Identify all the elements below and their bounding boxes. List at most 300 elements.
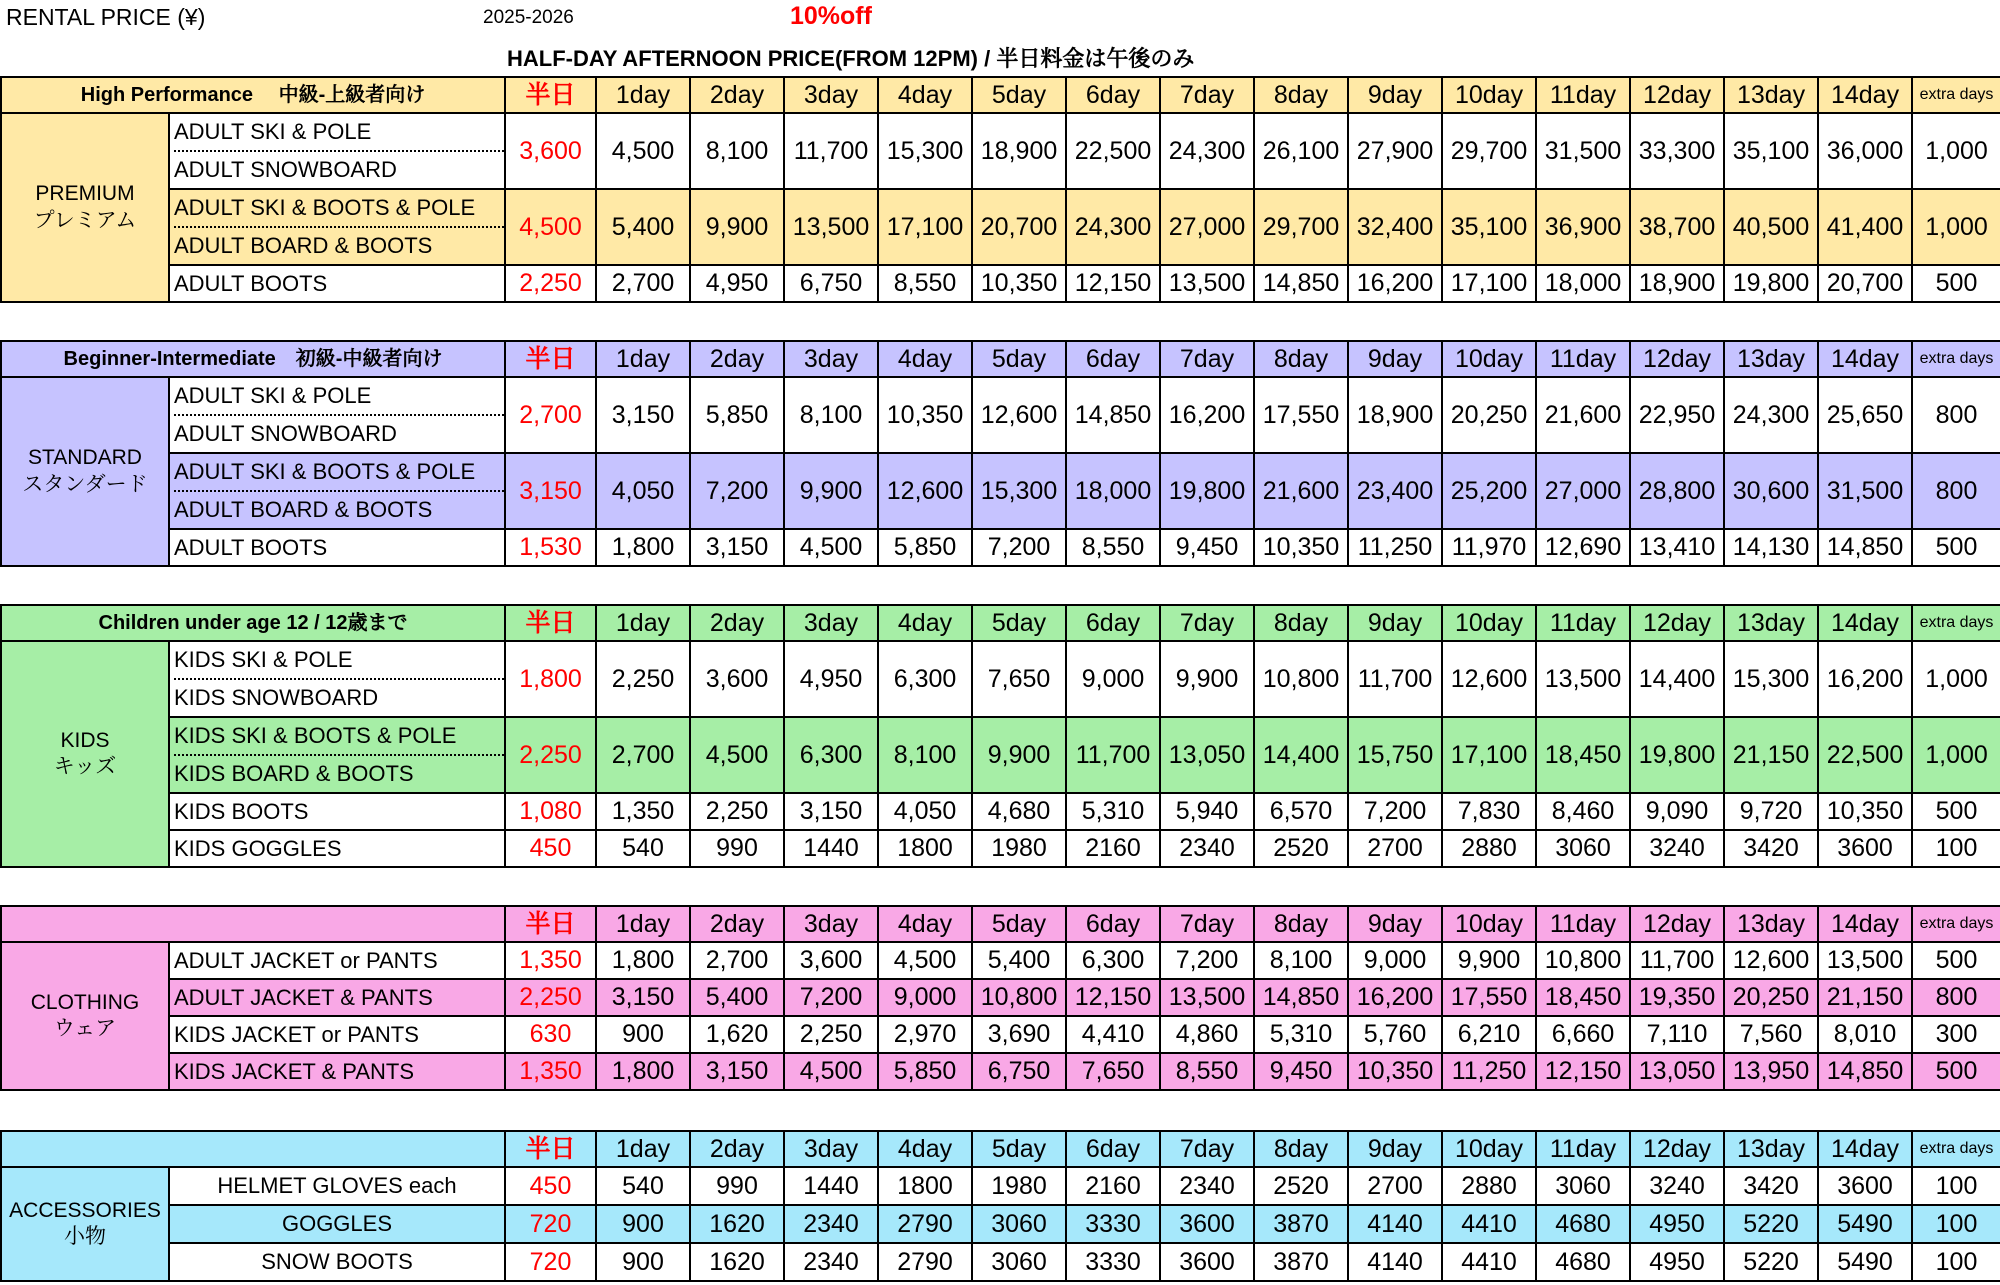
day-price: 3,150: [690, 1053, 784, 1090]
day-price: 2880: [1442, 830, 1536, 867]
day-price: 9,720: [1724, 793, 1818, 830]
day-price: 11,250: [1348, 529, 1442, 566]
day-price: 33,300: [1630, 113, 1724, 189]
day-price: 6,300: [784, 717, 878, 793]
day-price: 20,250: [1724, 979, 1818, 1016]
item-name-line: ADULT SKI & POLE: [174, 114, 504, 152]
day-price: 5,400: [972, 942, 1066, 979]
day-price: 1,800: [596, 942, 690, 979]
day-price: 4950: [1630, 1205, 1724, 1243]
day-price: 4,050: [596, 453, 690, 529]
table-row: [1, 942, 2000, 979]
item-name-line: ADULT SKI & POLE: [174, 378, 504, 416]
day-price: 21,150: [1818, 979, 1912, 1016]
day-price: 4,500: [784, 1053, 878, 1090]
day-price: 22,950: [1630, 377, 1724, 453]
day-column-header: 10day: [1442, 341, 1536, 377]
day-price: 5490: [1818, 1205, 1912, 1243]
day-price: 5,850: [878, 1053, 972, 1090]
day-price: 3600: [1160, 1243, 1254, 1281]
day-price: 6,210: [1442, 1016, 1536, 1053]
day-column-header: 9day: [1348, 906, 1442, 942]
extra-day-price: 800: [1912, 453, 2000, 529]
category-label: [1, 113, 169, 302]
day-price: 4680: [1536, 1243, 1630, 1281]
day-price: 4,050: [878, 793, 972, 830]
day-price: 27,900: [1348, 113, 1442, 189]
day-price: 12,600: [1442, 641, 1536, 717]
item-name-line: ADULT BOARD & BOOTS: [174, 497, 433, 522]
day-column-header: 5day: [972, 605, 1066, 641]
extra-day-price: 300: [1912, 1016, 2000, 1053]
day-price: 10,800: [972, 979, 1066, 1016]
day-column-header: 4day: [878, 906, 972, 942]
day-column-header: 1day: [596, 906, 690, 942]
category-label-line: スタンダード: [22, 472, 148, 496]
half-day-column-header: 半日: [505, 906, 596, 942]
half-day-price: 2,700: [505, 377, 596, 453]
day-column-header: 5day: [972, 341, 1066, 377]
day-price: 3870: [1254, 1205, 1348, 1243]
half-day-price: 3,150: [505, 453, 596, 529]
item-name-line: KIDS SKI & BOOTS & POLE: [174, 718, 504, 756]
table-row: [1, 1016, 2000, 1053]
category-label-line: プレミアム: [33, 208, 137, 232]
day-price: 5220: [1724, 1205, 1818, 1243]
day-column-header: 8day: [1254, 341, 1348, 377]
table-row: [1, 529, 2000, 566]
day-column-header: 8day: [1254, 906, 1348, 942]
day-price: 3,600: [784, 942, 878, 979]
day-price: 2,970: [878, 1016, 972, 1053]
table-row: [1, 453, 2000, 529]
day-price: 4,500: [878, 942, 972, 979]
day-price: 7,200: [784, 979, 878, 1016]
day-price: 10,350: [972, 265, 1066, 302]
day-price: 5,850: [878, 529, 972, 566]
extra-days-column-header: extra days: [1912, 906, 2000, 942]
half-day-price: 1,080: [505, 793, 596, 830]
extra-day-price: 1,000: [1912, 717, 2000, 793]
category-label-line: KIDS: [60, 728, 110, 752]
half-day-column-header: 半日: [505, 77, 596, 113]
day-price: 2,700: [596, 265, 690, 302]
section-header-label: Children under age 12 / 12歳まで: [1, 605, 505, 641]
day-price: 11,970: [1442, 529, 1536, 566]
day-price: 17,100: [878, 189, 972, 265]
day-price: 14,850: [1818, 529, 1912, 566]
day-column-header: 13day: [1724, 77, 1818, 113]
day-column-header: 3day: [784, 1131, 878, 1167]
half-day-price: 450: [505, 1167, 596, 1205]
day-price: 21,150: [1724, 717, 1818, 793]
day-price: 18,000: [1536, 265, 1630, 302]
day-price: 26,100: [1254, 113, 1348, 189]
extra-day-price: 800: [1912, 979, 2000, 1016]
day-price: 1440: [784, 1167, 878, 1205]
day-price: 1800: [878, 830, 972, 867]
day-price: 3240: [1630, 1167, 1724, 1205]
day-price: 9,000: [1066, 641, 1160, 717]
day-column-header: 12day: [1630, 605, 1724, 641]
category-label: [1, 942, 169, 1090]
day-price: 4680: [1536, 1205, 1630, 1243]
section-header-label: Beginner-Intermediate 初級-中級者向け: [1, 341, 505, 377]
day-price: 4140: [1348, 1243, 1442, 1281]
day-price: 20,700: [1818, 265, 1912, 302]
day-price: 9,000: [878, 979, 972, 1016]
day-column-header: 2day: [690, 906, 784, 942]
category-label-line: CLOTHING: [30, 990, 140, 1014]
day-price: 4,410: [1066, 1016, 1160, 1053]
day-column-header: 2day: [690, 605, 784, 641]
category-label-line: 小物: [64, 1225, 106, 1248]
day-column-header: 6day: [1066, 605, 1160, 641]
day-price: 15,300: [972, 453, 1066, 529]
day-price: 13,050: [1160, 717, 1254, 793]
day-price: 10,800: [1254, 641, 1348, 717]
day-price: 7,200: [1160, 942, 1254, 979]
day-price: 17,100: [1442, 265, 1536, 302]
day-price: 2790: [878, 1205, 972, 1243]
day-price: 9,090: [1630, 793, 1724, 830]
day-price: 14,850: [1066, 377, 1160, 453]
day-column-header: 1day: [596, 341, 690, 377]
category-label-line: キッズ: [53, 755, 117, 778]
day-price: 1,350: [596, 793, 690, 830]
half-day-column-header: 半日: [505, 605, 596, 641]
standard-price-table: [0, 340, 2000, 567]
day-price: 7,830: [1442, 793, 1536, 830]
table-row: [1, 265, 2000, 302]
item-name: KIDS GOGGLES: [169, 830, 505, 867]
item-name: [169, 189, 505, 265]
day-price: 3420: [1724, 830, 1818, 867]
category-label-line: STANDARD: [28, 446, 142, 470]
day-column-header: 3day: [784, 77, 878, 113]
day-column-header: 7day: [1160, 906, 1254, 942]
clothing-price-table: [0, 905, 2000, 1091]
day-price: 3060: [1536, 1167, 1630, 1205]
day-price: 9,900: [690, 189, 784, 265]
day-price: 12,600: [972, 377, 1066, 453]
day-price: 23,400: [1348, 453, 1442, 529]
day-price: 13,500: [1818, 942, 1912, 979]
day-price: 31,500: [1536, 113, 1630, 189]
day-column-header: 11day: [1536, 1131, 1630, 1167]
day-price: 18,900: [1630, 265, 1724, 302]
day-column-header: 10day: [1442, 1131, 1536, 1167]
day-price: 28,800: [1630, 453, 1724, 529]
item-name: KIDS JACKET or PANTS: [169, 1016, 505, 1053]
table-row: [1, 1167, 2000, 1205]
day-price: 35,100: [1724, 113, 1818, 189]
day-price: 8,100: [878, 717, 972, 793]
day-price: 3600: [1818, 830, 1912, 867]
extra-day-price: 100: [1912, 830, 2000, 867]
table-row: [1, 641, 2000, 717]
day-price: 1,800: [596, 1053, 690, 1090]
day-column-header: 4day: [878, 605, 972, 641]
day-price: 12,150: [1066, 979, 1160, 1016]
day-column-header: 8day: [1254, 605, 1348, 641]
day-column-header: 14day: [1818, 906, 1912, 942]
day-column-header: 14day: [1818, 605, 1912, 641]
day-price: 17,100: [1442, 717, 1536, 793]
day-price: 18,450: [1536, 979, 1630, 1016]
day-column-header: 4day: [878, 77, 972, 113]
day-price: 2340: [1160, 830, 1254, 867]
table-row: [1, 830, 2000, 867]
day-price: 2790: [878, 1243, 972, 1281]
extra-day-price: 1,000: [1912, 113, 2000, 189]
day-column-header: 4day: [878, 1131, 972, 1167]
day-column-header: 13day: [1724, 1131, 1818, 1167]
day-price: 4,950: [690, 265, 784, 302]
day-price: 12,150: [1066, 265, 1160, 302]
half-day-price: 1,350: [505, 1053, 596, 1090]
day-price: 7,200: [1348, 793, 1442, 830]
day-column-header: 2day: [690, 77, 784, 113]
day-price: 21,600: [1536, 377, 1630, 453]
day-price: 2700: [1348, 830, 1442, 867]
day-price: 7,110: [1630, 1016, 1724, 1053]
day-column-header: 1day: [596, 1131, 690, 1167]
day-price: 16,200: [1160, 377, 1254, 453]
day-column-header: 3day: [784, 605, 878, 641]
extra-day-price: 800: [1912, 377, 2000, 453]
day-price: 36,000: [1818, 113, 1912, 189]
day-price: 3420: [1724, 1167, 1818, 1205]
day-price: 540: [596, 1167, 690, 1205]
day-column-header: 6day: [1066, 341, 1160, 377]
day-price: 4140: [1348, 1205, 1442, 1243]
day-price: 3060: [972, 1205, 1066, 1243]
half-day-price: 2,250: [505, 717, 596, 793]
day-price: 24,300: [1066, 189, 1160, 265]
premium-price-table: [0, 76, 2000, 303]
day-price: 4,680: [972, 793, 1066, 830]
item-name-line: KIDS BOARD & BOOTS: [174, 761, 414, 786]
day-price: 24,300: [1724, 377, 1818, 453]
day-price: 7,200: [972, 529, 1066, 566]
day-column-header: 9day: [1348, 605, 1442, 641]
day-column-header: 11day: [1536, 605, 1630, 641]
day-column-header: 9day: [1348, 341, 1442, 377]
category-label-line: PREMIUM: [35, 182, 135, 206]
day-price: 25,650: [1818, 377, 1912, 453]
item-name: GOGGLES: [169, 1205, 505, 1243]
day-price: 9,900: [1160, 641, 1254, 717]
day-price: 900: [596, 1243, 690, 1281]
day-column-header: 12day: [1630, 341, 1724, 377]
day-price: 16,200: [1348, 979, 1442, 1016]
day-price: 14,850: [1818, 1053, 1912, 1090]
day-price: 2340: [784, 1243, 878, 1281]
extra-day-price: 1,000: [1912, 189, 2000, 265]
day-price: 12,150: [1536, 1053, 1630, 1090]
day-price: 4410: [1442, 1205, 1536, 1243]
table-row: [1, 1053, 2000, 1090]
day-price: 12,600: [1724, 942, 1818, 979]
day-price: 5,400: [690, 979, 784, 1016]
day-price: 22,500: [1066, 113, 1160, 189]
day-price: 2340: [1160, 1167, 1254, 1205]
day-price: 35,100: [1442, 189, 1536, 265]
item-name: KIDS JACKET & PANTS: [169, 1053, 505, 1090]
extra-days-column-header: extra days: [1912, 605, 2000, 641]
day-price: 6,660: [1536, 1016, 1630, 1053]
extra-days-column-header: extra days: [1912, 77, 2000, 113]
day-price: 3,690: [972, 1016, 1066, 1053]
section-header-label: High Performance 中級-上級者向け: [1, 77, 505, 113]
day-column-header: 12day: [1630, 1131, 1724, 1167]
day-column-header: 9day: [1348, 1131, 1442, 1167]
day-price: 11,700: [1348, 641, 1442, 717]
day-price: 13,500: [1536, 641, 1630, 717]
day-column-header: 14day: [1818, 1131, 1912, 1167]
category-label-line: ウェア: [53, 1017, 117, 1040]
table-row: [1, 189, 2000, 265]
day-column-header: 5day: [972, 77, 1066, 113]
day-column-header: 3day: [784, 341, 878, 377]
day-price: 15,300: [1724, 641, 1818, 717]
half-day-price: 3,600: [505, 113, 596, 189]
day-price: 900: [596, 1205, 690, 1243]
table-row: [1, 1205, 2000, 1243]
day-price: 5,310: [1066, 793, 1160, 830]
item-name-line: KIDS SNOWBOARD: [174, 685, 379, 710]
item-name: ADULT BOOTS: [169, 265, 505, 302]
day-price: 29,700: [1442, 113, 1536, 189]
day-price: 2700: [1348, 1167, 1442, 1205]
day-column-header: 13day: [1724, 906, 1818, 942]
day-price: 4950: [1630, 1243, 1724, 1281]
day-column-header: 3day: [784, 906, 878, 942]
item-name: [169, 113, 505, 189]
extra-day-price: 500: [1912, 265, 2000, 302]
item-name: ADULT JACKET or PANTS: [169, 942, 505, 979]
day-price: 13,500: [1160, 979, 1254, 1016]
day-price: 2340: [784, 1205, 878, 1243]
day-price: 10,350: [1254, 529, 1348, 566]
day-price: 27,000: [1536, 453, 1630, 529]
day-price: 13,950: [1724, 1053, 1818, 1090]
day-price: 540: [596, 830, 690, 867]
day-column-header: 12day: [1630, 77, 1724, 113]
day-price: 30,600: [1724, 453, 1818, 529]
page-title: RENTAL PRICE (¥): [6, 4, 206, 30]
day-price: 14,130: [1724, 529, 1818, 566]
half-day-price: 1,530: [505, 529, 596, 566]
day-price: 13,500: [784, 189, 878, 265]
day-price: 1620: [690, 1243, 784, 1281]
extra-day-price: 100: [1912, 1243, 2000, 1281]
day-price: 20,250: [1442, 377, 1536, 453]
day-price: 4,500: [784, 529, 878, 566]
day-price: 2,700: [690, 942, 784, 979]
extra-days-column-header: extra days: [1912, 1131, 2000, 1167]
day-column-header: 4day: [878, 341, 972, 377]
day-price: 2160: [1066, 1167, 1160, 1205]
day-price: 2,250: [596, 641, 690, 717]
day-column-header: 8day: [1254, 1131, 1348, 1167]
category-label-line: ACCESSORIES: [9, 1198, 161, 1222]
day-price: 15,750: [1348, 717, 1442, 793]
day-column-header: 14day: [1818, 341, 1912, 377]
item-name-line: ADULT BOARD & BOOTS: [174, 233, 433, 258]
kids-price-table: [0, 604, 2000, 868]
day-column-header: 7day: [1160, 341, 1254, 377]
day-price: 5,850: [690, 377, 784, 453]
day-price: 32,400: [1348, 189, 1442, 265]
day-price: 17,550: [1442, 979, 1536, 1016]
day-price: 25,200: [1442, 453, 1536, 529]
day-price: 6,750: [784, 265, 878, 302]
day-price: 14,400: [1630, 641, 1724, 717]
day-price: 8,100: [784, 377, 878, 453]
day-price: 9,900: [1442, 942, 1536, 979]
half-day-price: 720: [505, 1205, 596, 1243]
day-price: 10,800: [1536, 942, 1630, 979]
day-price: 5,310: [1254, 1016, 1348, 1053]
day-price: 12,690: [1536, 529, 1630, 566]
day-price: 1,620: [690, 1016, 784, 1053]
day-price: 19,350: [1630, 979, 1724, 1016]
table-row: [1, 1243, 2000, 1281]
extra-day-price: 500: [1912, 793, 2000, 830]
half-day-note: HALF-DAY AFTERNOON PRICE(FROM 12PM) / 半日料金は午後のみ: [507, 46, 1195, 71]
day-price: 990: [690, 1167, 784, 1205]
day-column-header: 12day: [1630, 906, 1724, 942]
day-price: 9,900: [784, 453, 878, 529]
day-price: 24,300: [1160, 113, 1254, 189]
item-name: SNOW BOOTS: [169, 1243, 505, 1281]
day-price: 3870: [1254, 1243, 1348, 1281]
day-column-header: 10day: [1442, 605, 1536, 641]
table-row: [1, 793, 2000, 830]
day-price: 3330: [1066, 1205, 1160, 1243]
category-label: [1, 641, 169, 867]
item-name: KIDS BOOTS: [169, 793, 505, 830]
day-column-header: 8day: [1254, 77, 1348, 113]
day-price: 27,000: [1160, 189, 1254, 265]
day-price: 11,700: [1066, 717, 1160, 793]
day-price: 14,850: [1254, 979, 1348, 1016]
day-price: 10,350: [1818, 793, 1912, 830]
half-day-price: 630: [505, 1016, 596, 1053]
day-price: 3600: [1160, 1205, 1254, 1243]
day-price: 2,250: [784, 1016, 878, 1053]
day-price: 3060: [1536, 830, 1630, 867]
day-price: 1,800: [596, 529, 690, 566]
day-price: 9,450: [1160, 529, 1254, 566]
day-price: 2,700: [596, 717, 690, 793]
table-row: [1, 113, 2000, 189]
day-price: 8,100: [690, 113, 784, 189]
day-column-header: 13day: [1724, 341, 1818, 377]
extra-days-column-header: extra days: [1912, 341, 2000, 377]
day-price: 4,950: [784, 641, 878, 717]
day-price: 3,150: [596, 979, 690, 1016]
extra-day-price: 100: [1912, 1167, 2000, 1205]
day-price: 4,500: [596, 113, 690, 189]
day-price: 41,400: [1818, 189, 1912, 265]
category-label: [1, 1167, 169, 1281]
day-price: 3,150: [690, 529, 784, 566]
extra-day-price: 1,000: [1912, 641, 2000, 717]
discount-label: 10%off: [790, 2, 872, 30]
